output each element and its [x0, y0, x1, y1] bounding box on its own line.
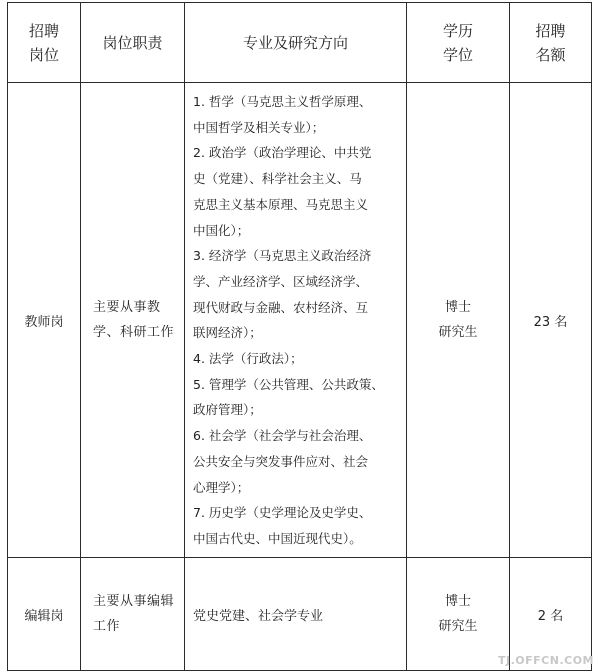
major-line: 政府管理）；: [193, 402, 262, 418]
quota-cell: 2 名: [510, 558, 592, 671]
degree-cell: 博士 研究生: [407, 558, 510, 671]
major-line: 5. 管理学（公共管理、公共政策、: [193, 376, 384, 392]
watermark-text: TJ.OFFCN.COM: [498, 654, 594, 667]
major-line: 3. 经济学（马克思主义政治经济: [193, 248, 372, 264]
majors-cell: 党史党建、社会学专业: [185, 558, 407, 671]
major-line: 中国古代史、中国近现代史）。: [193, 530, 362, 546]
degree-cell: 博士 研究生: [407, 83, 510, 558]
major-line: 2. 政治学（政治学理论、中共党: [193, 145, 372, 161]
header-row: [8, 3, 592, 83]
major-line: 心理学）；: [193, 479, 250, 495]
major-line: 学、产业经济学、区域经济学、: [193, 273, 369, 289]
duties-cell: 主要从事教学、科研工作: [81, 83, 185, 558]
recruitment-table: [7, 2, 592, 671]
major-line: 史（党建）、科学社会主义、马: [193, 171, 362, 187]
table-row-teacher: [8, 83, 592, 558]
header-degree: 学历 学位: [407, 3, 510, 83]
position-cell: 编辑岗: [8, 558, 81, 671]
major-line: 公共安全与突发事件应对、社会: [193, 453, 369, 469]
major-line: 克思主义基本原理、马克思主义: [193, 196, 369, 212]
quota-cell: 23 名: [510, 83, 592, 558]
major-line: 1. 哲学（马克思主义哲学原理、: [193, 94, 372, 109]
header-duties: 岗位职责: [81, 3, 185, 83]
position-cell: 教师岗: [8, 83, 81, 558]
header-position: 招聘 岗位: [8, 3, 81, 83]
major-line: 6. 社会学（社会学与社会治理、: [193, 428, 372, 444]
duties-cell: 主要从事编辑工作: [81, 558, 185, 671]
major-line: 中国哲学及相关专业）；: [193, 119, 325, 135]
major-line: 联网经济）；: [193, 325, 262, 341]
header-quota: 招聘 名额: [510, 3, 592, 83]
header-majors: 专业及研究方向: [185, 3, 407, 83]
major-line: 7. 历史学（史学理论及史学史、: [193, 505, 372, 521]
major-line: 现代财政与金融、农村经济、互: [193, 299, 369, 315]
major-line: 4. 法学（行政法）；: [193, 351, 303, 367]
majors-cell: [185, 83, 407, 558]
major-line: 中国化）；: [193, 222, 250, 238]
